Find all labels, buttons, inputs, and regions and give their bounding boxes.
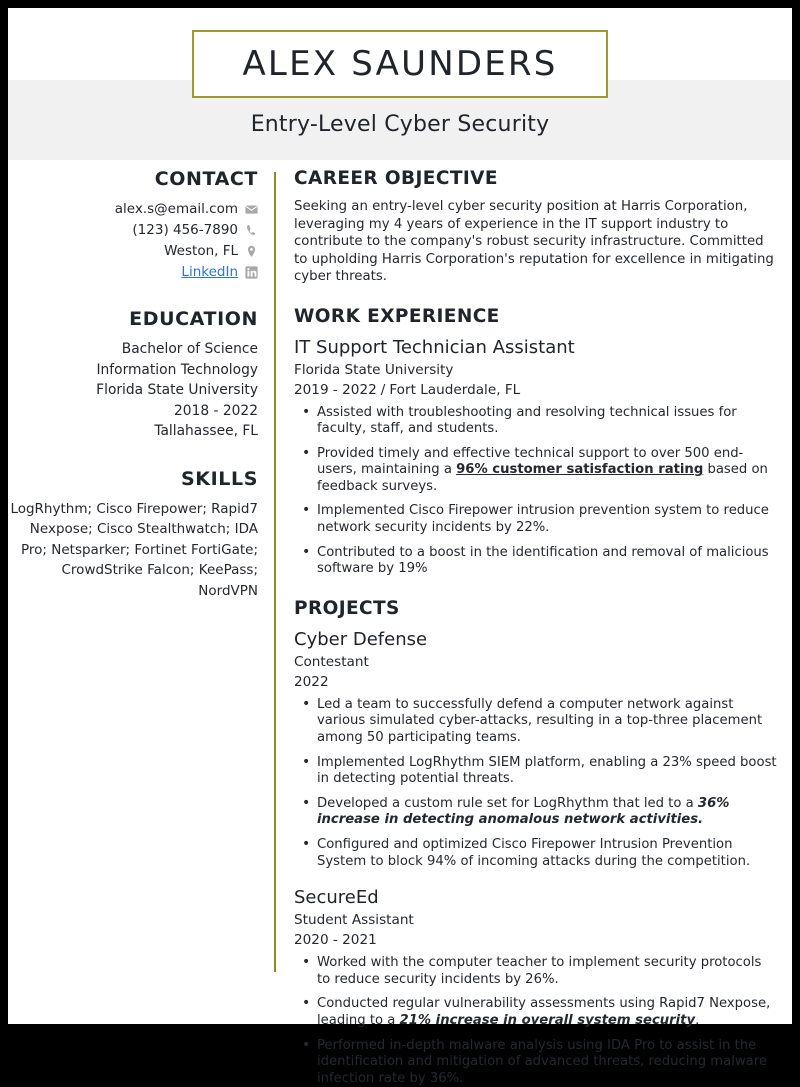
resume-page xyxy=(8,8,792,1086)
entry-dates: 2022 xyxy=(294,673,329,690)
resume-body xyxy=(8,160,792,1086)
entry-dates: 2020 - 2021 xyxy=(294,932,377,949)
bullet-text-tail: . xyxy=(695,1012,700,1028)
education-heading: EDUCATION xyxy=(129,308,258,330)
envelope-icon xyxy=(245,203,258,216)
bullet-emphasis: 36% increase in detecting anomalous network activities. xyxy=(317,795,730,828)
location-pin-icon xyxy=(245,245,258,258)
experience-entry xyxy=(294,886,778,1087)
phone-icon xyxy=(245,224,258,237)
education-line: Florida State University xyxy=(96,382,258,398)
name-box xyxy=(192,30,608,98)
contact-item-label: (123) 456-7890 xyxy=(132,222,238,238)
bullet-text: Assisted with troubleshooting and resolving technical issues for faculty, staff, and students. xyxy=(317,404,737,437)
bullet-text: Conducted regular vulnerability assessments using Rapid7 Nexpose, leading to a xyxy=(317,996,771,1028)
education-lines xyxy=(8,339,258,442)
career-objective-heading: CAREER OBJECTIVE xyxy=(294,168,498,189)
bullet-text: Performed in-depth malware analysis using IDA Pro to assist in the identification and mitigation of advanced threats, reducing malware infection rate by 36%. xyxy=(317,1037,768,1086)
work-experience-section xyxy=(294,306,778,578)
skills-heading: SKILLS xyxy=(181,467,258,490)
projects-heading: PROJECTS xyxy=(294,597,400,619)
education-line: Bachelor of Science xyxy=(121,341,258,357)
entry-meta xyxy=(294,930,778,950)
bullet-emphasis: 96% customer satisfaction rating xyxy=(456,462,704,478)
education-section xyxy=(8,308,258,442)
skills-section xyxy=(8,468,258,602)
bullet-text: Developed a custom rule set for LogRhythm that led to a xyxy=(317,795,698,811)
linkedin-icon[interactable] xyxy=(245,266,258,279)
bullet-item xyxy=(294,405,778,438)
bullet-text: Implemented Cisco Firepower intrusion prevention system to reduce network security incidents by 22%. xyxy=(317,503,769,536)
career-objective-section xyxy=(294,168,778,286)
education-line: 2018 - 2022 xyxy=(174,402,258,419)
contact-section xyxy=(8,168,258,282)
bullet-item xyxy=(294,996,778,1029)
entry-meta xyxy=(294,672,778,692)
contact-item-label: Weston, FL xyxy=(164,243,238,259)
career-objective-text: Seeking an entry-level cyber security position at Harris Corporation, leveraging my 4 years of experience in the IT support industry to contribute to the company's robust security infrastructure. Committed to upholding Harris Corporation's reputation for excellence in mitigating cyber threats. xyxy=(294,199,774,284)
entry-bullet-list xyxy=(294,955,778,1087)
entry-bullet-list xyxy=(294,405,778,578)
education-line: Information Technology xyxy=(96,361,258,378)
skills-text: LogRhythm; Cisco Firepower; Rapid7 Nexpose; Cisco Stealthwatch; IDA Pro; Netsparker; Fortinet FortiGate; CrowdStrike Falcon; KeePass; NordVPN xyxy=(10,500,258,599)
entry-organization: Student Assistant xyxy=(294,912,414,929)
work-experience-entries xyxy=(294,336,778,578)
bullet-text: Configured and optimized Cisco Firepower Intrusion Prevention System to block 94% of incoming attacks during the competition. xyxy=(317,837,751,869)
contact-item-label: alex.s@email.com xyxy=(114,201,238,217)
entry-meta xyxy=(294,380,778,400)
bullet-item xyxy=(294,837,778,870)
header-subtitle: Entry-Level Cyber Security xyxy=(250,112,550,137)
contact-item xyxy=(8,199,258,219)
bullet-emphasis: 21% increase in overall system security xyxy=(399,1012,696,1028)
bullet-item xyxy=(294,446,778,496)
bullet-text-tail: based on feedback surveys. xyxy=(317,462,768,494)
sidebar xyxy=(8,168,274,1016)
entry-organization: Florida State University xyxy=(294,361,454,378)
contact-item xyxy=(8,241,258,261)
entry-title: IT Support Technician Assistant xyxy=(294,336,575,358)
contact-list xyxy=(8,199,258,282)
bullet-item xyxy=(294,697,778,747)
work-experience-heading: WORK EXPERIENCE xyxy=(294,305,500,327)
main-content xyxy=(276,168,792,1086)
entry-separator: / xyxy=(380,381,386,398)
entry-bullet-list xyxy=(294,697,778,870)
projects-section xyxy=(294,598,778,1087)
bullet-text: Implemented LogRhythm SIEM platform, enabling a 23% speed boost in detecting potential threats. xyxy=(317,754,777,787)
contact-heading: CONTACT xyxy=(154,168,258,190)
page-title: ALEX SAUNDERS xyxy=(242,44,558,84)
bullet-text: Provided timely and effective technical support to over 500 end-users, maintaining a xyxy=(317,445,744,478)
bullet-item xyxy=(294,1038,778,1087)
contact-item-label: LinkedIn xyxy=(181,264,238,280)
entry-title: SecureEd xyxy=(294,887,379,909)
bullet-item xyxy=(294,503,778,536)
bullet-text: Led a team to successfully defend a computer network against various simulated cyber-attacks, resulting in a top-three placement among 50 participating teams. xyxy=(317,696,763,746)
bullet-item xyxy=(294,955,778,988)
bullet-text: Worked with the computer teacher to implement security protocols to reduce security incidents by 26%. xyxy=(317,955,762,987)
projects-entries xyxy=(294,628,778,1087)
resume-header xyxy=(8,8,792,160)
entry-location: Fort Lauderdale, FL xyxy=(389,381,521,398)
contact-item xyxy=(8,220,258,240)
entry-organization: Contestant xyxy=(294,653,369,670)
contact-link-linkedin[interactable] xyxy=(8,262,258,282)
bullet-item xyxy=(294,755,778,788)
bullet-text: Contributed to a boost in the identification and removal of malicious software by 19% xyxy=(317,544,769,577)
education-line: Tallahassee, FL xyxy=(154,423,258,439)
bullet-item xyxy=(294,545,778,578)
bullet-item xyxy=(294,796,778,829)
experience-entry xyxy=(294,336,778,578)
entry-title: Cyber Defense xyxy=(294,628,428,650)
entry-dates: 2019 - 2022 xyxy=(294,381,377,398)
experience-entry xyxy=(294,628,778,870)
